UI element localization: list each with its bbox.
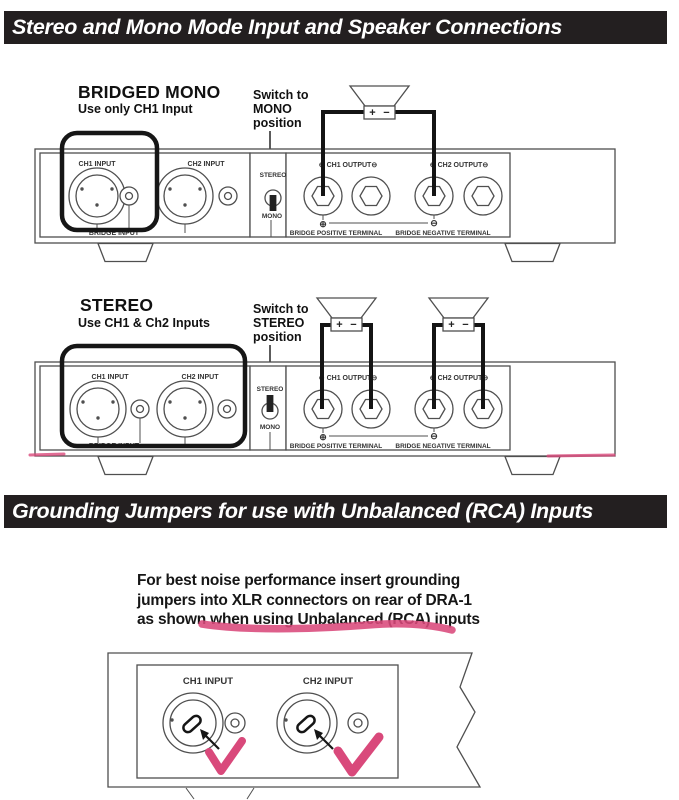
bridge-negative-label: BRIDGE NEGATIVE TERMINAL	[395, 443, 491, 450]
grounding-note-line3: as shown when using Unbalanced (RCA) inputs	[137, 611, 480, 628]
ch1-xlr-connector	[69, 168, 125, 224]
svg-text:Switch to: Switch to	[253, 88, 309, 102]
ch2-xlr-connector	[157, 381, 213, 437]
svg-text:STEREO: STEREO	[253, 316, 305, 330]
svg-text:Switch to: Switch to	[253, 302, 309, 316]
switch-lever-up	[267, 395, 274, 412]
ch1-xlr-connector	[70, 381, 126, 437]
section2-title: Grounding Jumpers for use with Unbalanced (RCA) Inputs	[12, 499, 594, 523]
svg-text:−: −	[383, 107, 390, 119]
panel-foot	[98, 244, 153, 262]
ch2-input-label: CH2 INPUT	[187, 161, 225, 168]
grounding-note-line1: For best noise performance insert grounding	[137, 572, 460, 589]
stereo-subtitle: Use CH1 & Ch2 Inputs	[78, 316, 210, 330]
amp-rear-panel	[35, 362, 615, 475]
ch2-output-terminal-neg	[464, 177, 502, 215]
ch1-rca-jack	[225, 713, 245, 733]
bridge-input-label: BRIDGE INPUT	[88, 230, 140, 237]
mono-speaker	[350, 86, 409, 119]
svg-text:STEREO: STEREO	[256, 386, 284, 393]
ch1-input-label: CH1 INPUT	[78, 161, 116, 168]
ch1-input-label: CH1 INPUT	[91, 374, 129, 381]
pink-marker-stray-right	[548, 455, 614, 456]
bridge-positive-label: BRIDGE POSITIVE TERMINAL	[289, 230, 383, 237]
stereo-diagram	[30, 295, 615, 475]
ch2-rca-jack	[219, 187, 237, 205]
bridge-positive-label: BRIDGE POSITIVE TERMINAL	[289, 443, 383, 450]
ch1-output-label: ⊕ CH1 OUTPUT⊖	[318, 162, 378, 169]
svg-text:−: −	[462, 319, 469, 331]
switch-to-stereo-note	[253, 302, 309, 344]
bridge-minus-symbol: ⊖	[430, 218, 438, 228]
svg-text:MONO: MONO	[253, 102, 292, 116]
bridge-minus-symbol: ⊖	[430, 431, 438, 441]
switch-to-mono-note	[253, 88, 309, 130]
bridged-mono-diagram	[35, 82, 615, 262]
svg-text:MONO: MONO	[259, 424, 281, 431]
svg-text:STEREO: STEREO	[259, 172, 287, 179]
switch-lever-down	[270, 195, 277, 211]
stereo-title: STEREO	[80, 295, 154, 315]
svg-text:position: position	[253, 116, 302, 130]
ch1-rca-jack	[120, 187, 138, 205]
ch2-output-label: ⊕ CH2 OUTPUT⊖	[429, 162, 489, 169]
bridge-negative-label: BRIDGE NEGATIVE TERMINAL	[395, 230, 491, 237]
bridge-plus-symbol: ⊕	[319, 219, 327, 229]
grounding-jumper-diagram	[108, 653, 480, 799]
svg-text:MONO: MONO	[261, 213, 283, 220]
ch2-output-label: ⊕ CH2 OUTPUT⊖	[429, 375, 489, 382]
bridge-plus-symbol: ⊕	[319, 432, 327, 442]
svg-text:+: +	[369, 107, 376, 119]
ch2-rca-jack	[218, 400, 236, 418]
ch2-input-label: CH2 INPUT	[181, 374, 219, 381]
panel-foot	[505, 457, 560, 475]
pink-underline	[202, 624, 452, 630]
section1-title: Stereo and Mono Mode Input and Speaker Connections	[12, 15, 563, 39]
grounding-note-line2: jumpers into XLR connectors on rear of DRA-1	[137, 591, 472, 609]
bridged-mono-title: BRIDGED MONO	[78, 82, 221, 102]
svg-text:position: position	[253, 330, 302, 344]
panel-foot	[505, 244, 560, 262]
pink-marker-stray-left	[30, 454, 64, 455]
ch1-input-label: CH1 INPUT	[182, 676, 234, 687]
ch1-rca-jack	[131, 400, 149, 418]
svg-text:+: +	[448, 319, 455, 331]
ch2-input-label: CH2 INPUT	[302, 676, 354, 687]
ch2-xlr-connector	[157, 168, 213, 224]
ch1-output-label: ⊕ CH1 OUTPUT⊖	[318, 375, 378, 382]
bridge-input-label: BRIDGE INPUT	[88, 443, 140, 450]
svg-text:+: +	[336, 319, 343, 331]
panel-foot	[98, 457, 153, 475]
ch1-output-terminal-neg	[352, 177, 390, 215]
svg-text:−: −	[350, 319, 357, 331]
ch2-rca-jack	[348, 713, 368, 733]
bridged-mono-subtitle: Use only CH1 Input	[78, 102, 193, 116]
